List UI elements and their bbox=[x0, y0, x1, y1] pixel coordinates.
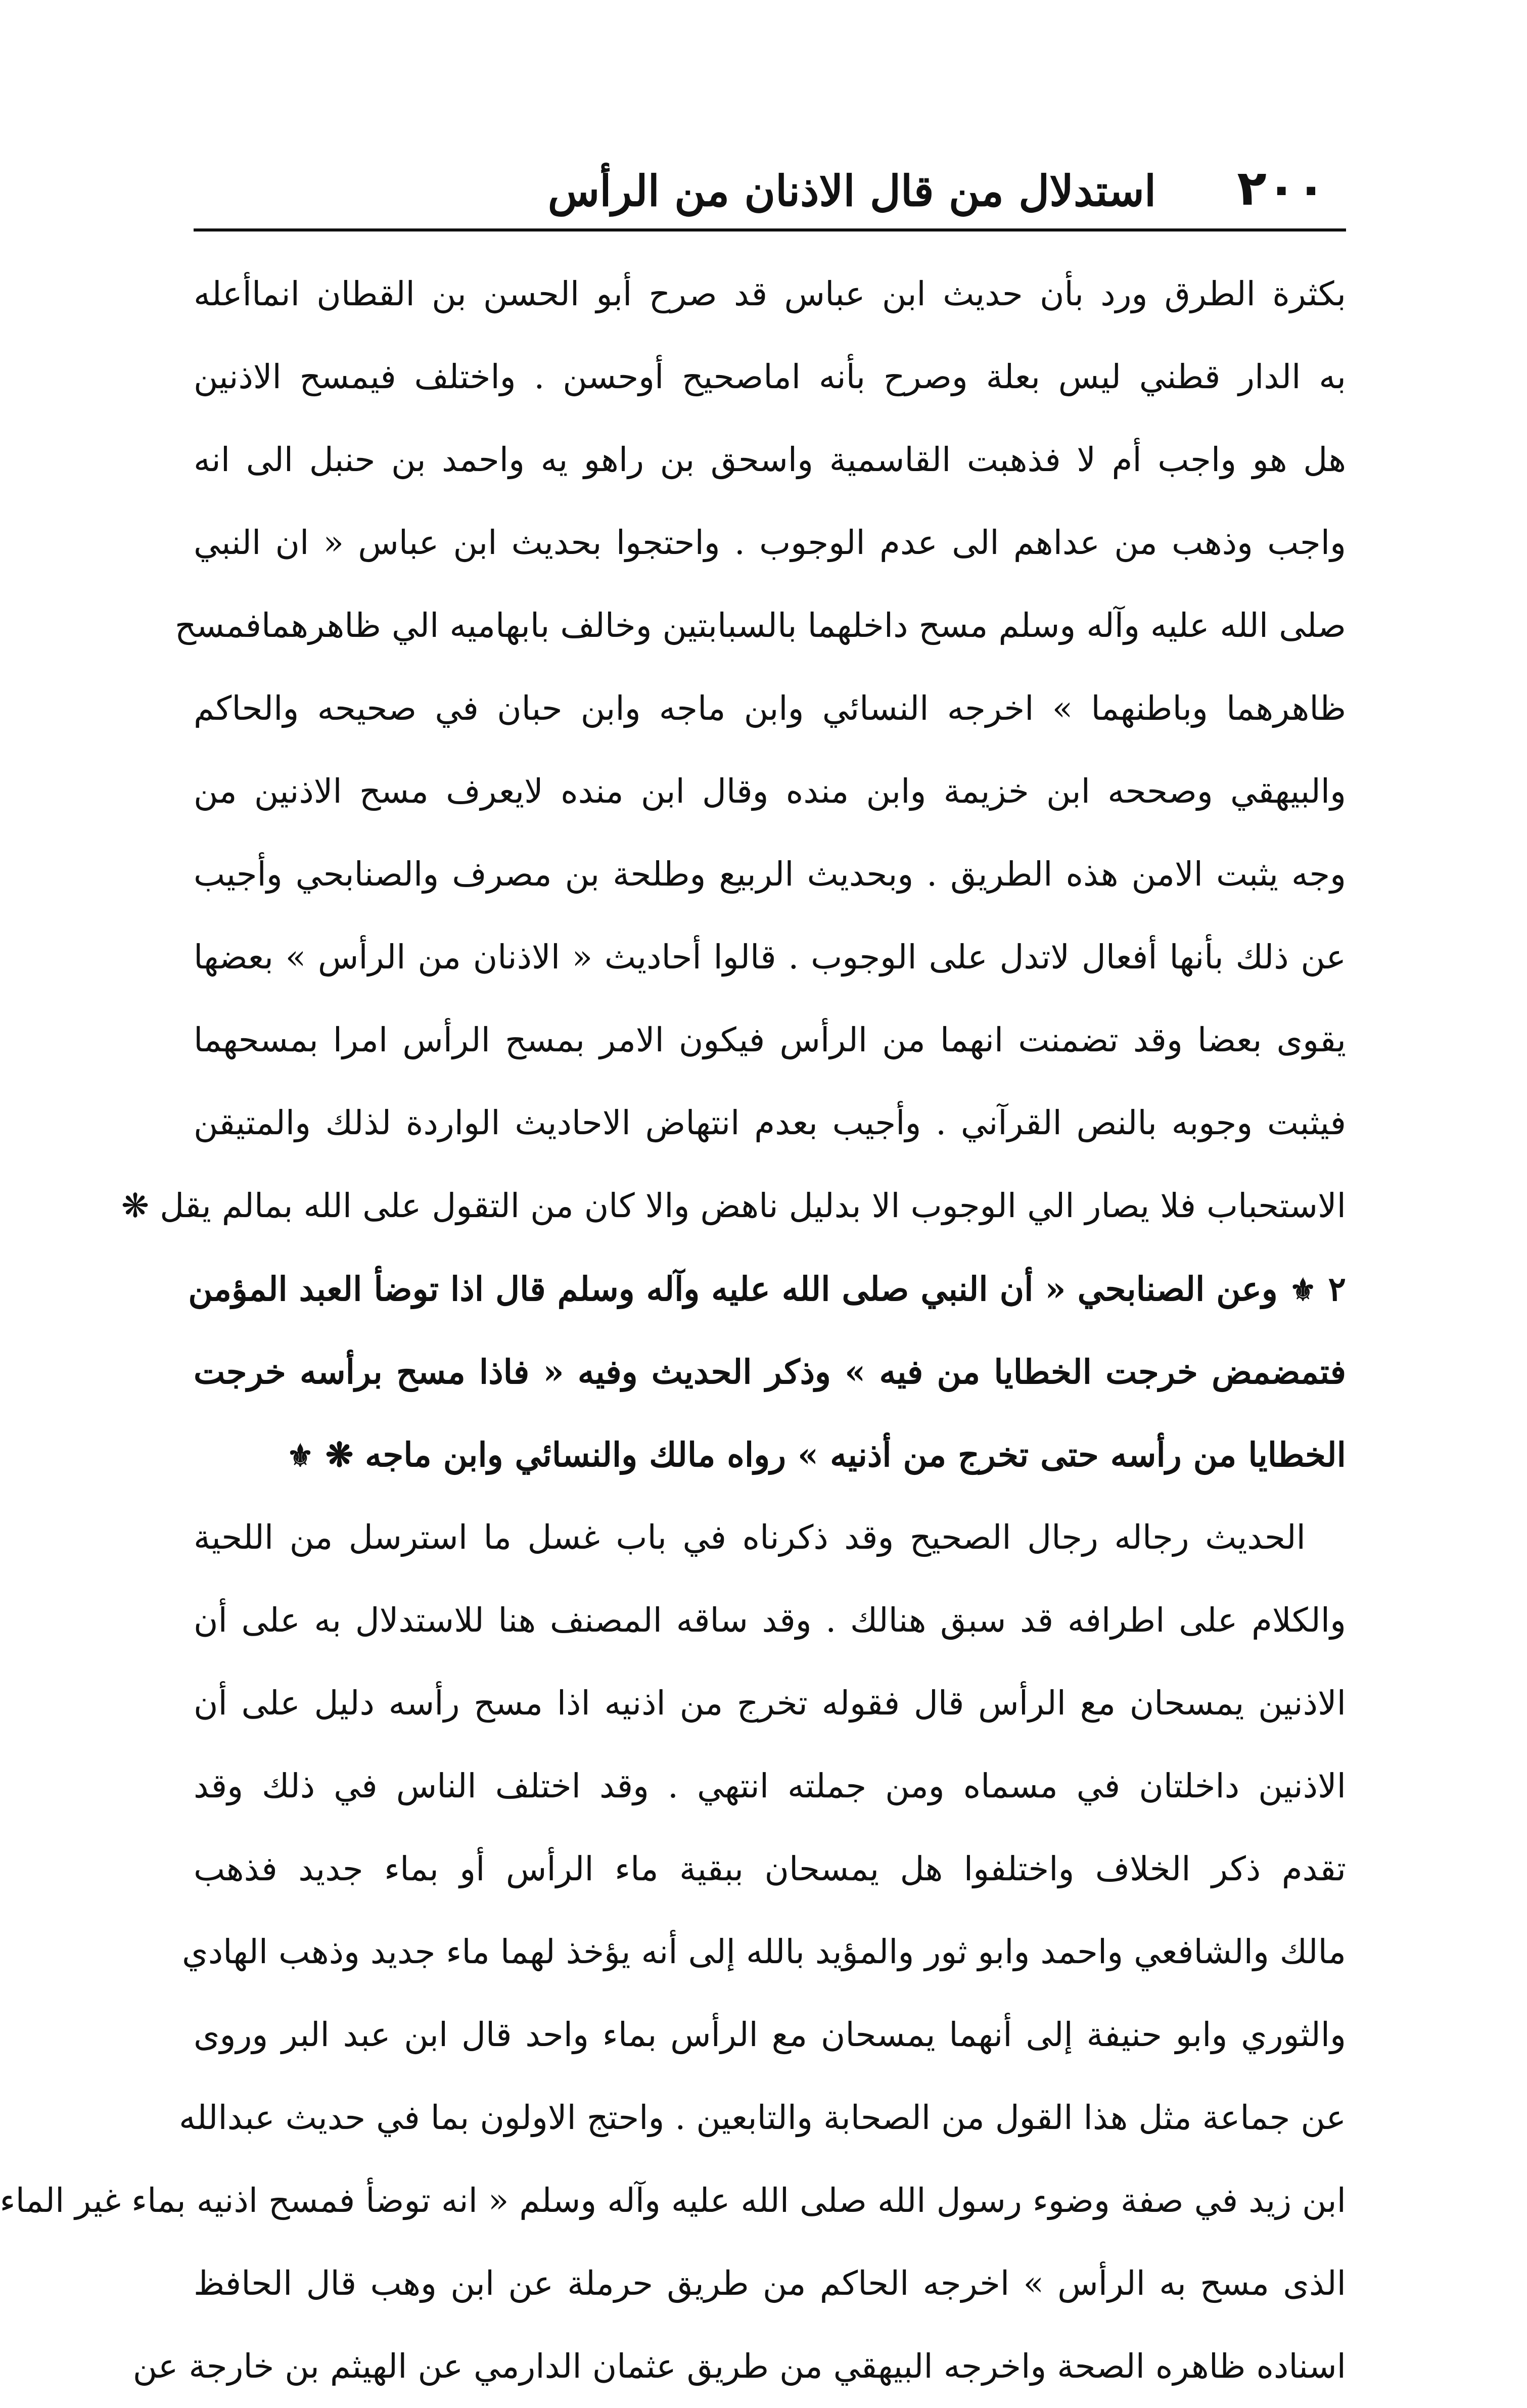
text-line: به الدار قطني ليس بعلة وصرح بأنه اماصحيح أوحسن . واختلف فيمسح الاذنين bbox=[194, 357, 1346, 396]
hadith-line bbox=[188, 1247, 1346, 1330]
text-line: مالك والشافعي واحمد وابو ثور والمؤيد بالله إلى أنه يؤخذ لهما ماء جديد وذهب الهادي bbox=[182, 1932, 1346, 1971]
text-line: الذى مسح به الرأس » اخرجه الحاكم من طريق حرملة عن ابن وهب قال الحافظ bbox=[194, 2264, 1346, 2303]
text-line: واجب وذهب من عداهم الى عدم الوجوب . واحتجوا بحديث ابن عباس « ان النبي bbox=[194, 523, 1346, 562]
page-header bbox=[194, 126, 1346, 216]
body-text bbox=[0, 253, 1346, 2408]
text-line: صلى الله عليه وآله وسلم مسح داخلهما بالسبابتين وخالف بابهاميه الي ظاهرهمافمسح bbox=[174, 606, 1346, 645]
paragraph-1 bbox=[121, 253, 1346, 1247]
text-line: فيثبت وجوبه بالنص القرآني . وأجيب بعدم انتهاض الاحاديث الواردة لذلك والمتيقن bbox=[194, 1103, 1346, 1142]
text-line: ظاهرهما وباطنهما » اخرجه النسائي وابن ماجه وابن حبان في صحيحه والحاكم bbox=[194, 689, 1346, 728]
text-line: والثوري وابو حنيفة إلى أنهما يمسحان مع الرأس بماء واحد قال ابن عبد البر وروى bbox=[194, 2015, 1346, 2054]
hadith-line: فتمضمض خرجت الخطايا من فيه » وذكر الحديث وفيه « فاذا مسح برأسه خرجت bbox=[194, 1352, 1346, 1392]
text-line: هل هو واجب أم لا فذهبت القاسمية واسحق بن راهو يه واحمد بن حنبل الى انه bbox=[194, 440, 1346, 479]
text-line: الحديث رجاله رجال الصحيح وقد ذكرناه في باب غسل ما استرسل من اللحية bbox=[194, 1518, 1306, 1557]
hadith-line bbox=[194, 1413, 1346, 1496]
ornament-close-icon: ⚜ bbox=[287, 1439, 314, 1474]
hadith-line-text: وعن الصنابحي « أن النبي صلى الله عليه وآله وسلم قال اذا توضأ العبد المؤمن bbox=[188, 1269, 1278, 1309]
running-title: استدلال من قال الاذنان من الرأس bbox=[547, 166, 1156, 216]
text-line: وجه يثبت الامن هذه الطريق . وبحديث الربيع وطلحة بن مصرف والصنابحي وأجيب bbox=[194, 855, 1346, 894]
text-line: اسناده ظاهره الصحة واخرجه البيهقي من طريق عثمان الدارمي عن الهيثم بن خارجة عن bbox=[132, 2347, 1346, 2386]
paragraph-2 bbox=[0, 1496, 1346, 2408]
text-line: الاذنين داخلتان في مسماه ومن جملته انتهي . وقد اختلف الناس في ذلك وقد bbox=[194, 1767, 1346, 1805]
text-line: عن جماعة مثل هذا القول من الصحابة والتابعين . واحتج الاولون بما في حديث عبدالله bbox=[178, 2098, 1346, 2137]
text-line: بكثرة الطرق ورد بأن حديث ابن عباس قد صرح أبو الحسن بن القطان انماأعله bbox=[194, 274, 1346, 313]
text-line: يقوى بعضا وقد تضمنت انهما من الرأس فيكون الامر بمسح الرأس امرا بمسحهما bbox=[194, 1021, 1346, 1059]
text-line: ابن زيد في صفة وضوء رسول الله صلى الله عليه وآله وسلم « انه توضأ فمسح اذنيه بماء غير الماء bbox=[0, 2181, 1346, 2220]
text-line: والبيهقي وصححه ابن خزيمة وابن منده وقال ابن منده لايعرف مسح الاذنين من bbox=[194, 772, 1346, 811]
book-page bbox=[0, 126, 1346, 2386]
text-line: والكلام على اطرافه قد سبق هنالك . وقد ساقه المصنف هنا للاستدلال به على أن bbox=[194, 1601, 1346, 1640]
page-number: ٢٠٠ bbox=[1237, 160, 1326, 216]
text-line: عن ذلك بأنها أفعال لاتدل على الوجوب . قالوا أحاديث « الاذنان من الرأس » بعضها bbox=[194, 938, 1346, 977]
hadith-block bbox=[188, 1247, 1346, 1496]
hadith-number: ٢ bbox=[1328, 1269, 1346, 1309]
text-line: الاذنين يمسحان مع الرأس قال فقوله تخرج من اذنيه اذا مسح رأسه دليل على أن bbox=[194, 1684, 1346, 1723]
text-line: الاستحباب فلا يصار الي الوجوب الا بدليل ناهض والا كان من التقول على الله بمالم يقل ❋ bbox=[121, 1186, 1346, 1225]
header-rule bbox=[194, 228, 1346, 231]
hadith-line-text: الخطايا من رأسه حتى تخرج من أذنيه » رواه مالك والنسائي وابن ماجه ❋ bbox=[325, 1435, 1346, 1474]
ornament-open-icon: ⚜ bbox=[1289, 1273, 1317, 1308]
text-line: تقدم ذكر الخلاف واختلفوا هل يمسحان ببقية ماء الرأس أو بماء جديد فذهب bbox=[194, 1849, 1346, 1888]
